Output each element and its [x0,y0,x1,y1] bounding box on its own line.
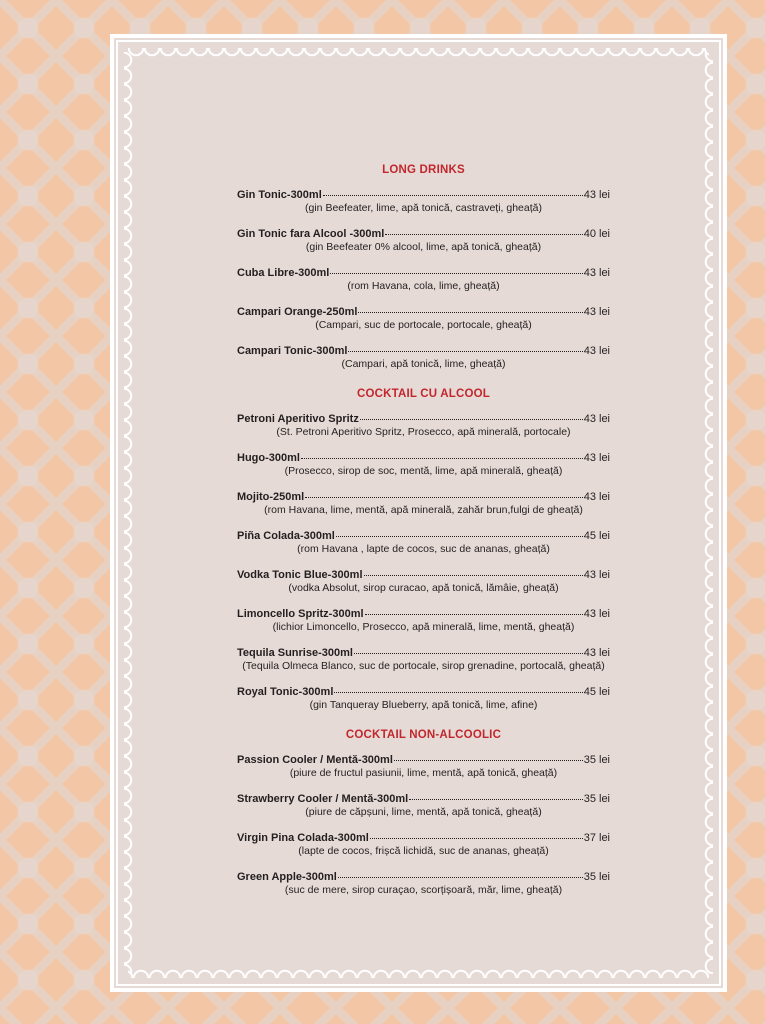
item-price: 45 lei [583,686,610,698]
menu-item-line [237,871,610,884]
item-name: Gin Tonic fara Alcool -300ml [237,228,385,240]
menu-item-line [237,832,610,845]
menu-item-line [237,754,610,767]
item-description: (St. Petroni Aperitivo Spritz, Prosecco, apă minerală, portocale) [276,426,571,438]
item-name: Limoncello Spritz-300ml [237,608,364,620]
item-name: Green Apple-300ml [237,871,337,883]
decorative-border-bottom [128,962,709,978]
dot-leader [394,760,583,761]
dot-leader [365,614,583,615]
dot-leader [360,419,583,420]
section-title: COCKTAIL CU ALCOOL [356,388,491,400]
item-name: Royal Tonic-300ml [237,686,334,698]
item-name: Hugo-300ml [237,452,300,464]
dot-leader [323,195,583,196]
item-price: 43 lei [583,569,610,581]
item-name: Petroni Aperitivo Spritz [237,413,359,425]
menu-item-line [237,413,610,426]
menu-section [237,729,610,897]
menu-item [237,306,610,332]
section-title: COCKTAIL NON-ALCOOLIC [345,729,502,741]
item-price: 43 lei [583,647,610,659]
menu-item-line [237,686,610,699]
item-description: (gin Tanqueray Blueberry, apă tonică, lime, afine) [309,699,538,711]
menu-item [237,832,610,858]
menu-item [237,793,610,819]
item-description: (vodka Absolut, sirop curacao, apă tonică, lămâie, gheață) [288,582,559,594]
dot-leader [334,692,582,693]
menu-item-line [237,189,610,202]
item-name: Campari Tonic-300ml [237,345,348,357]
item-description: (rom Havana , lapte de cocos, suc de ananas, gheață) [297,543,550,555]
menu-item [237,608,610,634]
item-description: (piure de căpșuni, lime, mentă, apă tonică, gheață) [305,806,542,818]
menu-item-line [237,306,610,319]
item-description: (Campari, suc de portocale, portocale, gheață) [315,319,532,331]
drinks-menu [237,164,610,914]
menu-item-line [237,793,610,806]
item-description: (suc de mere, sirop curaçao, scorțișoară, măr, lime, gheață) [284,884,563,896]
menu-section [237,388,610,712]
item-price: 43 lei [583,306,610,318]
menu-item-line [237,608,610,621]
menu-item [237,413,610,439]
section-title: LONG DRINKS [382,164,465,176]
menu-item [237,189,610,215]
dot-leader [370,838,583,839]
menu-item [237,871,610,897]
item-price: 43 lei [583,345,610,357]
item-price: 43 lei [583,189,610,201]
menu-item [237,686,610,712]
item-price: 45 lei [583,530,610,542]
menu-item [237,530,610,556]
item-description: (piure de fructul pasiunii, lime, mentă, apă tonică, gheață) [289,767,558,779]
item-price: 35 lei [583,793,610,805]
menu-item-line [237,647,610,660]
dot-leader [409,799,583,800]
decorative-border-right [697,52,713,974]
item-price: 35 lei [583,871,610,883]
item-name: Tequila Sunrise-300ml [237,647,353,659]
item-name: Gin Tonic-300ml [237,189,322,201]
dot-leader [330,273,582,274]
item-name: Vodka Tonic Blue-300ml [237,569,363,581]
item-name: Campari Orange-250ml [237,306,358,318]
item-description: (Campari, apă tonică, lime, gheață) [341,358,506,370]
item-price: 43 lei [583,413,610,425]
item-price: 43 lei [583,267,610,279]
item-description: (Tequila Olmeca Blanco, suc de portocale, sirop grenadine, portocală, gheață) [242,660,605,672]
menu-item-line [237,452,610,465]
menu-item [237,345,610,371]
decorative-border-top [128,48,709,64]
dot-leader [354,653,583,654]
item-description: (lapte de cocos, frișcă lichidă, suc de ananas, gheață) [298,845,549,857]
menu-item-line [237,267,610,280]
item-name: Mojito-250ml [237,491,305,503]
dot-leader [301,458,583,459]
dot-leader [358,312,582,313]
dot-leader [338,877,583,878]
dot-leader [336,536,583,537]
menu-item-line [237,228,610,241]
item-name: Passion Cooler / Mentă-300ml [237,754,393,766]
item-description: (lichior Limoncello, Prosecco, apă minerală, lime, mentă, gheață) [272,621,575,633]
item-name: Piña Colada-300ml [237,530,335,542]
item-name: Virgin Pina Colada-300ml [237,832,369,844]
menu-item [237,647,610,673]
item-name: Strawberry Cooler / Mentă-300ml [237,793,409,805]
item-price: 35 lei [583,754,610,766]
item-price: 43 lei [583,491,610,503]
decorative-border-left [124,52,140,974]
item-price: 43 lei [583,608,610,620]
item-description: (gin Beefeater 0% alcool, lime, apă tonică, gheață) [305,241,542,253]
menu-item [237,569,610,595]
item-description: (rom Havana, lime, mentă, apă minerală, zahăr brun,fulgi de gheață) [264,504,583,516]
item-name: Cuba Libre-300ml [237,267,330,279]
item-price: 40 lei [583,228,610,240]
item-price: 43 lei [583,452,610,464]
menu-item [237,491,610,517]
menu-item-line [237,569,610,582]
item-price: 37 lei [583,832,610,844]
menu-item-line [237,491,610,504]
dot-leader [348,351,582,352]
item-description: (gin Beefeater, lime, apă tonică, castraveți, gheață) [305,202,542,214]
menu-item [237,228,610,254]
menu-section [237,164,610,371]
item-description: (Prosecco, sirop de soc, mentă, lime, apă minerală, gheață) [284,465,563,477]
menu-item [237,267,610,293]
menu-item-line [237,530,610,543]
menu-item-line [237,345,610,358]
dot-leader [305,497,582,498]
menu-item [237,452,610,478]
dot-leader [385,234,582,235]
dot-leader [364,575,583,576]
menu-item [237,754,610,780]
item-description: (rom Havana, cola, lime, gheață) [347,280,500,292]
